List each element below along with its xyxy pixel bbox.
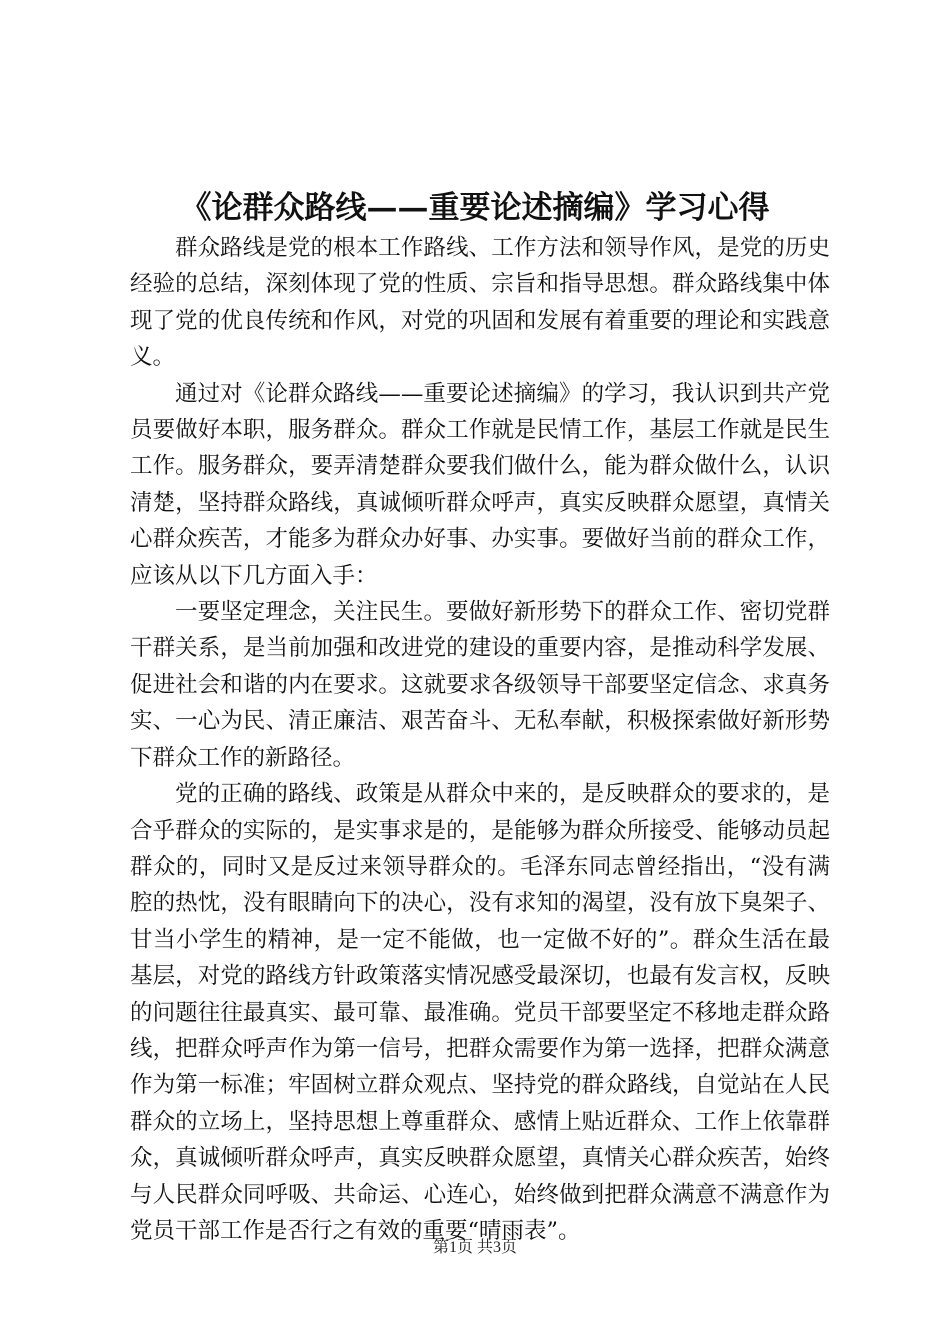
paragraph-3: 一要坚定理念，关注民生。要做好新形势下的群众工作、密切党群干群关系，是当前加强和改进党的建设的重要内容，是推动科学发展、促进社会和谐的内在要求。这就要求各级领导干部要坚定信念、求真务实、一心为民、清正廉洁、艰苦奋斗、无私奉献，积极探索做好新形势下群众工作的新路径。 [130, 599, 830, 771]
paragraph-2: 通过对《论群众路线——重要论述摘编》的学习，我认识到共产党员要做好本职，服务群众。群众工作就是民情工作，基层工作就是民生工作。服务群众，要弄清楚群众要我们做什么，能为群众做什么，认识清楚，坚持群众路线，真诚倾听群众呼声，真实反映群众愿望，真情关心群众疾苦，才能多为群众办好事、办实事。要做好当前的群众工作，应该从以下几方面入手： [130, 380, 830, 589]
page-number-footer: 第1页 共3页 [432, 1239, 517, 1256]
paragraph-1: 群众路线是党的根本工作路线、工作方法和领导作风，是党的历史经验的总结，深刻体现了党的性质、宗旨和指导思想。群众路线集中体现了党的优良传统和作风，对党的巩固和发展有着重要的理论和实践意义。 [130, 235, 830, 371]
document-title: 《论群众路线——重要论述摘编》学习心得 [180, 190, 770, 226]
paragraph-4: 党的正确的路线、政策是从群众中来的，是反映群众的要求的，是合乎群众的实际的，是实事求是的，是能够为群众所接受、能够动员起群众的，同时又是反过来领导群众的。毛泽东同志曾经指出，“没有满腔的热忱，没有眼睛向下的决心，没有求知的渴望，没有放下臭架子、甘当小学生的精神，是一定不能做，也一定做不好的”。群众生活在最基层，对党的路线方针政策落实情况感受最深切，也最有发言权，反映的问题往往最真实、最可靠、最准确。党员干部要坚定不移地走群众路线，把群众呼声作为第一信号，把群众需要作为第一选择，把群众满意作为第一标准；牢固树立群众观点、坚持党的群众路线，自觉站在人民群众的立场上，坚持思想上尊重群众、感情上贴近群众、工作上依靠群众，真诚倾听群众呼声，真实反映群众愿望，真情关心群众疾苦，始终与人民群众同呼吸、共命运、心连心，始终做到把群众满意不满意作为党员干部工作是否行之有效的重要“晴雨表”。 [130, 781, 830, 1244]
document-body [130, 230, 830, 1249]
